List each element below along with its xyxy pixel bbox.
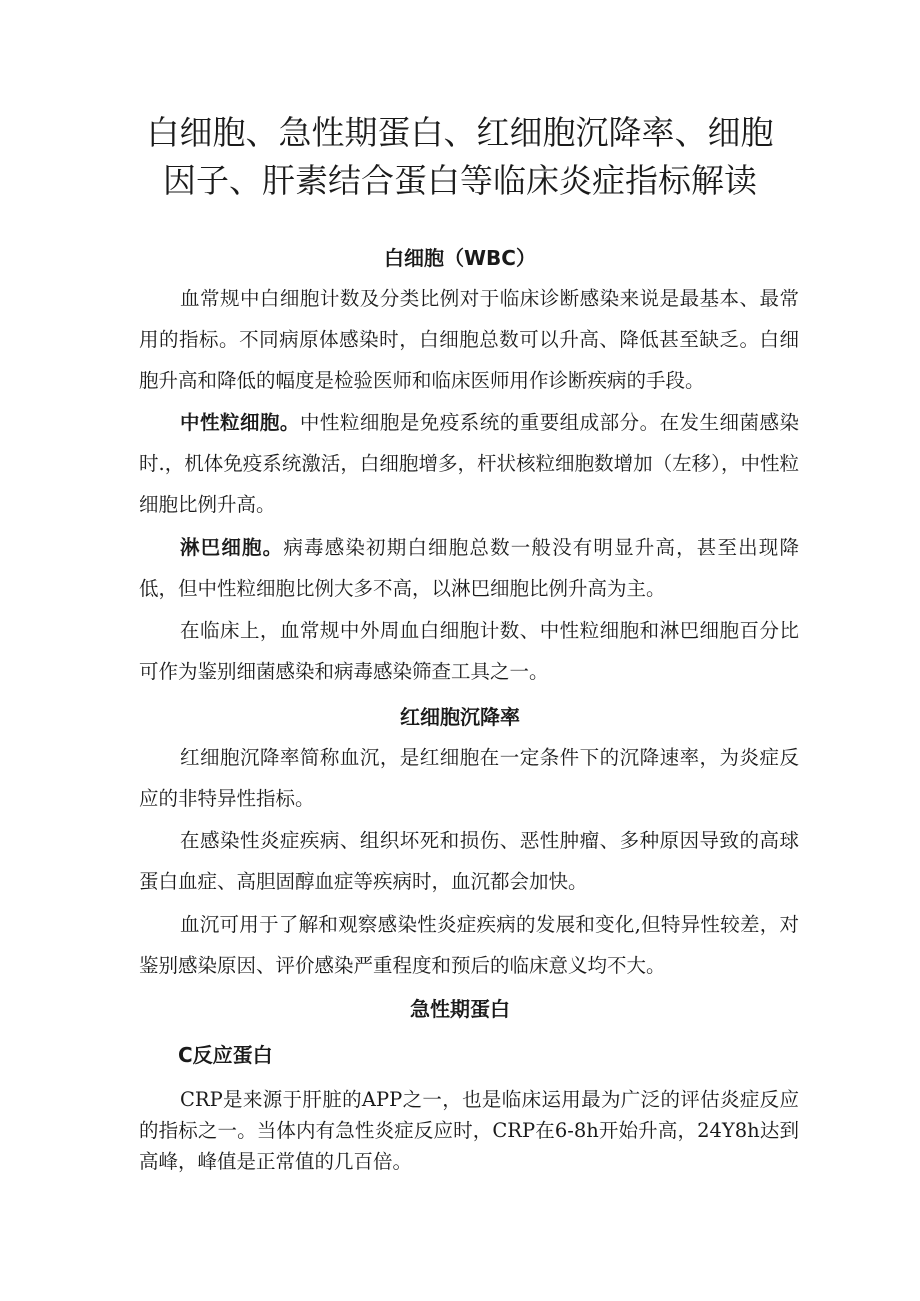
- lymphocyte-lead: 淋巴细胞。: [180, 536, 284, 559]
- esr-paragraph-1: 红细胞沉降率简称血沉，是红细胞在一定条件下的沉降速率，为炎症反应的非特异性指标。: [139, 746, 799, 810]
- neutrophil-text: 中性粒细胞是免疫系统的重要组成部分。在发生细菌感染时.，机体免疫系统激活，白细胞增多，杆状核粒细胞数增加（左移），中性粒细胞比例升高。: [139, 411, 799, 516]
- wbc-lymphocyte-paragraph: [139, 527, 799, 609]
- esr-paragraph-2: 在感染性炎症疾病、组织坏死和损伤、恶性肿瘤、多种原因导致的高球蛋白血症、高胆固醇血症等疾病时，血沉都会加快。: [139, 829, 799, 893]
- wbc-neutrophil-paragraph: [139, 402, 799, 525]
- document-title-line-2: 因子、肝素结合蛋白等临床炎症指标解读: [163, 161, 757, 200]
- crp-paragraph-1: CRP是来源于肝脏的APP之一，也是临床运用最为广泛的评估炎症反应的指标之一。当体内有急性炎症反应时，CRP在6-8h开始升高，24Y8h达到高峰，峰值是正常值的几百倍。: [139, 1088, 799, 1173]
- document-title-line-1: 白细胞、急性期蛋白、红细胞沉降率、细胞: [146, 113, 774, 152]
- section-heading-app: 急性期蛋白: [410, 997, 510, 1021]
- lymphocyte-text: 病毒感染初期白细胞总数一般没有明显升高，甚至出现降低，但中性粒细胞比例大多不高，以淋巴细胞比例升高为主。: [139, 536, 799, 600]
- section-heading-esr: 红细胞沉降率: [400, 705, 520, 729]
- esr-paragraph-3: 血沉可用于了解和观察感染性炎症疾病的发展和变化,但特异性较差，对鉴别感染原因、评价感染严重程度和预后的临床意义均不大。: [139, 913, 799, 977]
- neutrophil-lead: 中性粒细胞。: [180, 411, 300, 434]
- wbc-paragraph-4: 在临床上，血常规中外周血白细胞计数、中性粒细胞和淋巴细胞百分比可作为鉴别细菌感染和病毒感染筛查工具之一。: [139, 619, 799, 683]
- wbc-paragraph-1: 血常规中白细胞计数及分类比例对于临床诊断感染来说是最基本、最常用的指标。不同病原体感染时，白细胞总数可以升高、降低甚至缺乏。白细胞升高和降低的幅度是检验医师和临床医师用作诊断疾病的手段。: [139, 287, 799, 392]
- subheading-crp: C反应蛋白: [178, 1043, 273, 1067]
- section-heading-wbc: 白细胞（WBC）: [384, 246, 536, 270]
